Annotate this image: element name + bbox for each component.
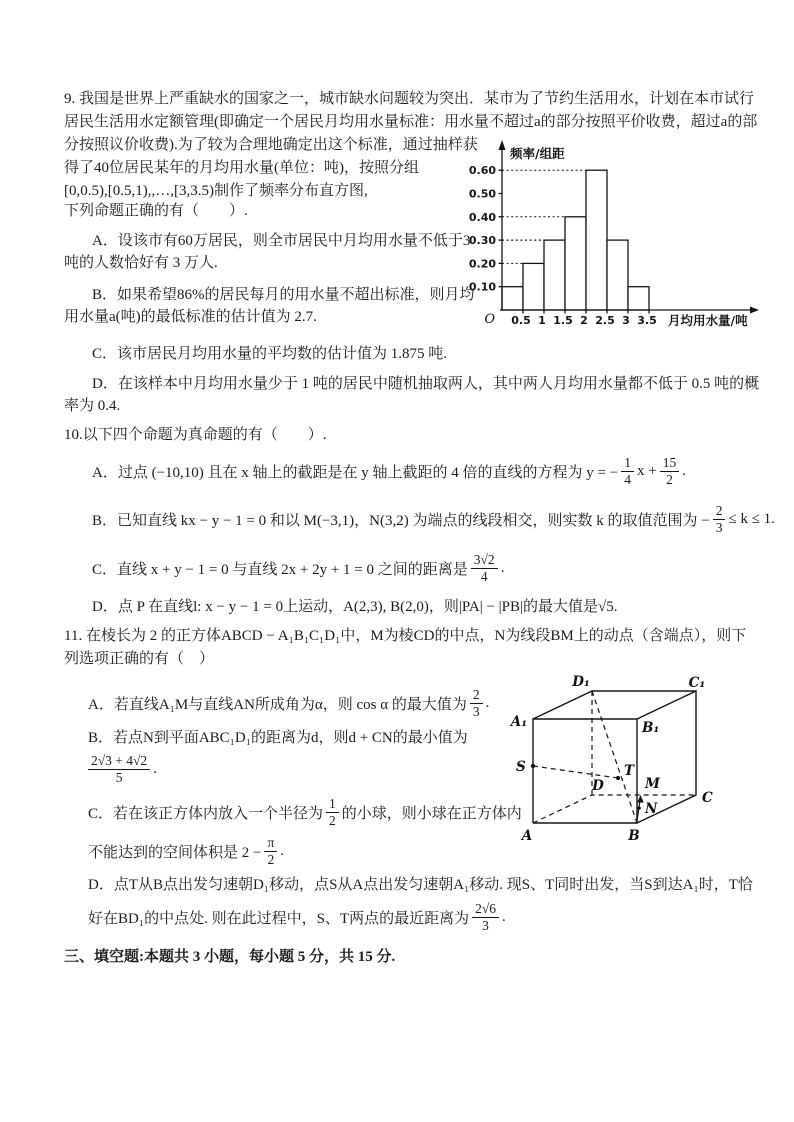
- fraction-3sqrt2-4: $\frac{3√2}{4}$: [471, 552, 498, 584]
- x-tick-label: 3: [622, 314, 630, 327]
- q9-line-1: 9. 我国是世界上严重缺水的国家之一，城市缺水问题较为突出．某市为了节约生活用水，计划在本市试行: [64, 91, 755, 107]
- q11-option-b-frac-line: [88, 748, 157, 790]
- q10-option-a-text: A．过点 (−10,10) 且在 x 轴上的截距是在 y 轴上截距的 4 倍的直线的方程为 y = −: [92, 464, 619, 481]
- label-C1: C₁: [688, 675, 706, 691]
- hist-bar: [544, 240, 565, 310]
- q9-option-a: [64, 230, 470, 274]
- q11-option-d-line2-text: 好在BD₁的中点处. 则在此过程中，S、T两点的最近距离为: [88, 910, 470, 927]
- q9-option-c-line: C．该市居民月均用水量的平均数的估计值为 1.875 吨.: [92, 346, 448, 362]
- label-A1: A₁: [510, 714, 528, 730]
- q9-line-5: [0,0.5),[0.5,1),,…,[3,3.5)制作了频率分布直方图,: [64, 183, 368, 199]
- q11-title-line2: 列选项正确的有（ ）: [64, 651, 215, 667]
- q9-option-a-line2: 吨的人数恰好有 3 万人.: [64, 255, 218, 271]
- label-D1: D₁: [572, 674, 590, 690]
- q10-option-d: [64, 596, 618, 618]
- q10-option-a-end: .: [682, 462, 686, 479]
- label-B1: B₁: [642, 720, 660, 736]
- q11-option-a: [88, 684, 489, 722]
- q9-option-b-line2: 用水量a(吨)的最低标准的估计值为 2.7.: [64, 309, 317, 325]
- q11-option-c-mid: 的小球，则小球在正方体内: [341, 805, 522, 822]
- q11-option-c: [88, 793, 522, 831]
- q11-option-a-text: A．若直线A₁M与直线AN所成角为α，则 cos α 的最大值为: [88, 696, 467, 713]
- q11-option-b-end: .: [153, 760, 157, 777]
- label-A: A: [521, 828, 533, 844]
- segment-D1-B: [592, 691, 637, 823]
- q11-option-b-line1: B．若点N到平面ABC₁D₁的距离为d，则d + CN的最小值为: [88, 730, 468, 746]
- fraction-15-2: $\frac{15}{2}$: [660, 455, 680, 487]
- q10-option-a: [64, 452, 686, 490]
- frequency-histogram: [466, 136, 776, 336]
- q9-option-b-line1: B．如果希望86%的居民每月的用水量不超出标准，则月均: [92, 287, 475, 303]
- q9-prompt: [64, 200, 248, 222]
- q11-option-d-line1: D．点T从B点出发匀速朝D₁移动，点S从A点出发匀速朝A₁移动. 现S、T同时出发，当S到达A₁时，T恰: [88, 877, 753, 893]
- label-B: B: [628, 828, 640, 844]
- label-M: M: [645, 776, 660, 792]
- y-tick-label: 0.50: [468, 187, 496, 201]
- label-T: T: [624, 763, 635, 779]
- y-tick-label: 0.10: [468, 280, 496, 294]
- hist-bar: [502, 287, 523, 310]
- cube-front-face: [533, 719, 637, 823]
- y-axis-arrow: [499, 140, 506, 150]
- hist-bar: [607, 240, 628, 310]
- section3-heading: [64, 946, 395, 968]
- origin-label: O: [484, 312, 495, 327]
- q9-option-d: [64, 373, 759, 417]
- q11-option-d-end: .: [502, 908, 506, 925]
- q11-title-line1: 11. 在棱长为 2 的正方体ABCD − A₁B₁C₁D₁中，M为棱CD的中点，N为线段BM上的动点（含端点），则下: [64, 628, 747, 644]
- q11-option-c-line2-text: 不能达到的空间体积是 2 −: [88, 844, 262, 861]
- q10-option-d-text: D．点 P 在直线l: x − y − 1 = 0上运动，A(2,3), B(2,0)，则|PA| − |PB|的最大值是√5.: [92, 599, 618, 615]
- hist-bar: [628, 287, 649, 310]
- q9-option-d-line2: 率为 0.4.: [64, 398, 121, 414]
- x-axis-arrow: [750, 307, 759, 314]
- hist-bar: [565, 217, 586, 310]
- label-S: S: [516, 759, 526, 775]
- q10-title: [64, 424, 327, 446]
- x-tick-label: 3.5: [637, 314, 657, 327]
- q10-title-text: 10.以下四个命题为真命题的有（ ）.: [64, 427, 327, 443]
- point-T: [616, 776, 620, 780]
- cube-hidden-bottom-edges: [533, 795, 696, 823]
- x-tick-label: 0.5: [511, 314, 531, 327]
- x-tick-label: 2.5: [595, 314, 615, 327]
- fraction-2-3: $\frac{2}{3}$: [470, 687, 483, 719]
- hist-bar: [523, 263, 544, 310]
- y-axis-label: 频率/组距: [510, 146, 565, 161]
- q11-option-c-end: .: [280, 842, 285, 859]
- fraction-2sqrt6-3: $\frac{2√6}{3}$: [472, 901, 499, 933]
- x-tick-label: 2: [580, 314, 588, 327]
- q9-option-d-line1: D．在该样本中月均用水量少于 1 吨的居民中随机抽取两人，其中两人月均用水量都不低于 0.5 吨的概: [92, 376, 760, 392]
- q9-option-c: [64, 343, 447, 365]
- q11-option-d: [88, 874, 753, 896]
- y-tick-label: 0.20: [468, 257, 496, 271]
- q11-option-c-line2: [88, 832, 284, 870]
- q11-option-c-text: C．若在该正方体内放入一个半径为: [88, 805, 324, 822]
- fraction-1-2: $\frac{1}{2}$: [326, 796, 339, 828]
- hist-bar: [586, 170, 607, 310]
- y-tick-label: 0.30: [468, 234, 496, 248]
- y-tick-label: 0.60: [468, 164, 496, 178]
- q9-prompt-text: 下列命题正确的有（ ）.: [64, 203, 248, 219]
- x-tick-label: 1.5: [553, 314, 573, 327]
- fraction-2sqrt3-4sqrt2-5: $\frac{2√3 + 4√2}{5}$: [88, 753, 150, 785]
- label-D: D: [592, 778, 604, 794]
- section3-title: 三、填空题:本题共 3 小题，每小题 5 分，共 15 分.: [64, 949, 396, 965]
- q9-line-4: 得了40位居民某年的月均用水量(单位：吨)，按照分组: [64, 160, 419, 176]
- fraction-1-4: $\frac{1}{4}$: [621, 455, 634, 487]
- fraction-2-3: $\frac{2}{3}$: [713, 503, 726, 535]
- q9-line-2: 居民生活用水定额管理(即确定一个居民月均用水量标准：用水量不超过a的部分按照平价收费，超过a的部: [64, 114, 758, 130]
- segment-S-T: [533, 766, 618, 778]
- label-N: N: [645, 801, 658, 817]
- q9-option-b: [64, 284, 475, 328]
- q11-option-b: [88, 727, 468, 749]
- point-S: [531, 764, 535, 768]
- point-N: [637, 806, 641, 810]
- q10-option-c-end: .: [500, 559, 505, 576]
- q9-option-a-line1: A．设该市有60万居民，则全市居民中月均用水量不低于3: [92, 233, 471, 249]
- q10-option-b: [64, 500, 775, 538]
- q10-option-c: [64, 549, 504, 587]
- cube-figure: [495, 668, 735, 850]
- cube-top-edges: [533, 691, 696, 719]
- label-C: C: [702, 790, 713, 806]
- q10-option-a-mid: x +: [636, 462, 657, 479]
- q10-option-b-end: ≤ k ≤ 1.: [728, 510, 775, 527]
- x-axis-label: 月均用水量/吨: [668, 313, 748, 328]
- x-tick-label: 1: [538, 314, 546, 327]
- arrowhead-M: [637, 795, 644, 803]
- y-tick-label: 0.40: [468, 210, 496, 224]
- q11-title: [64, 625, 746, 671]
- q9-line-3: 分按照议价收费).为了较为合理地确定出这个标准，通过抽样获: [64, 137, 478, 153]
- q10-option-b-text: B．已知直线 kx − y − 1 = 0 和以 M(−3,1)，N(3,2) 为端点的线段相交，则实数 k 的取值范围为 −: [92, 512, 710, 529]
- q11-option-d-line2: [88, 896, 506, 938]
- fraction-pi-2: $\frac{\pi}{2}$: [264, 835, 277, 867]
- q11-option-a-end: .: [485, 694, 490, 711]
- q10-option-c-text: C．直线 x + y − 1 = 0 与直线 2x + 2y + 1 = 0 之间的距离是: [92, 561, 468, 578]
